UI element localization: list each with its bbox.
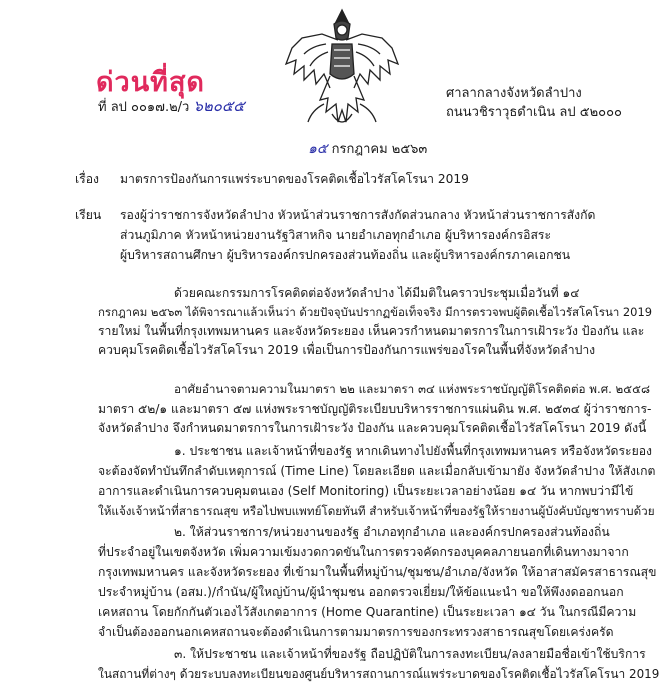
paragraph-line: จังหวัดลำปาง จึงกำหนดมาตรการในการเฝ้าระวัง ป้องกัน และควบคุมโรคติดเชื้อไวรัสโคโรนา 2019 ดังนี้ <box>98 421 647 435</box>
reference-handwritten-number: ๖๒๐๕๕ <box>193 97 245 115</box>
recipient-line <box>75 207 595 223</box>
paragraph-line: ควบคุมโรคติดเชื้อไวรัสโคโรนา 2019 เพื่อเป็นการป้องกันการแพร่ของโรคในพื้นที่จังหวัดลำปาง <box>98 343 596 357</box>
recipient-line: ผู้บริหารสถานศึกษา ผู้บริหารองค์กรปกครองส่วนท้องถิ่น และผู้บริหารองค์กรภาคเอกชน <box>120 248 571 262</box>
subject-label: เรื่อง <box>75 172 99 186</box>
item-line: จำเป็นต้องออกนอกเคหสถานจะต้องดำเนินการตามมาตรการของกระทรวงสาธารณสุขโดยเคร่งครัด <box>98 625 614 639</box>
office-address <box>446 84 622 122</box>
paragraph-line: รายใหม่ ในพื้นที่กรุงเทพมหานคร และจังหวัดระยอง เห็นควรกำหนดมาตรการในการเฝ้าระวัง ป้องกัน และ <box>98 324 645 338</box>
recipient-label: เรียน <box>75 208 102 222</box>
paragraph-line: มาตรา ๕๒/๑ และมาตรา ๕๗ แห่งพระราชบัญญัติระเบียบบริหารราชการแผ่นดิน พ.ศ. ๒๕๓๔ ผู้ว่าราชการ- <box>98 402 652 416</box>
paragraph-line: อาศัยอำนาจตามความในมาตรา ๒๒ และมาตรา ๓๔ แห่งพระราชบัญญัติโรคติดต่อ พ.ศ. ๒๕๕๘ <box>174 382 650 396</box>
subject-line <box>75 171 469 187</box>
item-line: ๒. ให้ส่วนราชการ/หน่วยงานของรัฐ อำเภอทุกอำเภอ และองค์กรปกครองส่วนท้องถิ่น <box>174 525 610 539</box>
office-street: ถนนวชิราวุธดำเนิน ลป ๕๒๐๐๐ <box>446 105 622 120</box>
reference-number <box>98 94 245 118</box>
reference-prefix: ที่ ลป ๐๐๑๗.๒/ว <box>98 100 190 115</box>
item-line: ๑. ประชาชน และเจ้าหน้าที่ของรัฐ หากเดินทางไปยังพื้นที่กรุงเทพมหานคร หรือจังหวัดระยอง <box>174 444 652 458</box>
recipient-line: ส่วนภูมิภาค หัวหน้าหน่วยงานรัฐวิสาหกิจ นายอำเภอทุกอำเภอ ผู้บริหารองค์กรอิสระ <box>120 228 551 242</box>
item-line: เคหสถาน โดยกักกันตัวเองไว้สังเกตอาการ (Home Quarantine) เป็นระยะเวลา ๑๔ วัน ในกรณีมีความ <box>98 605 637 619</box>
item-line: อาการและดำเนินการควบคุมตนเอง (Self Monitoring) เป็นระยะเวลาอย่างน้อย ๑๔ วัน หากพบว่ามีไข้ <box>98 484 634 498</box>
office-name: ศาลากลางจังหวัดลำปาง <box>446 86 582 101</box>
date-day: ๑๕ <box>308 141 328 157</box>
item-line: ในสถานที่ต่างๆ ด้วยระบบลงทะเบียนของศูนย์บริหารสถานการณ์แพร่ระบาดของโรคติดเชื้อไวรัสโคโรนา 2019 <box>98 667 660 681</box>
item-line: กรุงเทพมหานคร และจังหวัดระยอง ที่เข้ามาในพื้นที่หมู่บ้าน/ชุมชน/อำเภอ/จังหวัด ให้อาสาสมัครสาธารณสุข <box>98 565 657 579</box>
item-line: ๓. ให้ประชาชน และเจ้าหน้าที่ของรัฐ ถือปฏิบัติในการลงทะเบียน/ลงลายมือชื่อเข้าใช้บริการ <box>174 647 646 661</box>
item-line: ประจำหมู่บ้าน (อสม.)/กำนัน/ผู้ใหญ่บ้าน/ผู้นำชุมชน ออกตรวจเยี่ยม/ให้ข้อแนะนำ ขอให้พึงงดออกนอก <box>98 585 624 599</box>
paragraph-line: กรกฎาคม ๒๕๖๓ ได้พิจารณาแล้วเห็นว่า ด้วยปัจจุบันปรากฏข้อเท็จจริง มีการตรวจพบผู้ติดเชื้อไวรัสโคโรนา 2019 <box>98 305 653 319</box>
item-line: ที่ประจำอยู่ในเขตจังหวัด เพิ่มความเข้มงวดกวดขันในการตรวจคัดกรองบุคคลภายนอกที่เดินทางมาจาก <box>98 545 629 559</box>
subject-text: มาตรการป้องกันการแพร่ระบาดของโรคติดเชื้อไวรัสโคโรนา 2019 <box>120 172 469 186</box>
garuda-emblem-icon <box>282 4 402 132</box>
item-line: จะต้องจัดทำบันทึกลำดับเหตุการณ์ (Time Line) โดยละเอียด และเมื่อกลับเข้ามายัง จังหวัดลำปาง ให้สังเกต <box>98 464 656 478</box>
document-date <box>308 138 427 160</box>
item-line: ให้แจ้งเจ้าหน้าที่สาธารณสุข หรือไปพบแพทย์โดยทันที สำหรับเจ้าหน้าที่ของรัฐให้รายงานผู้บังคับบัญชาทราบด้วย <box>98 504 655 518</box>
date-month-year: กรกฎาคม ๒๕๖๓ <box>331 142 428 157</box>
recipient-text: รองผู้ว่าราชการจังหวัดลำปาง หัวหน้าส่วนราชการสังกัดส่วนกลาง หัวหน้าส่วนราชการสังกัด <box>120 208 596 222</box>
paragraph-line: ด้วยคณะกรรมการโรคติดต่อจังหวัดลำปาง ได้มีมติในคราวประชุมเมื่อวันที่ ๑๔ <box>174 286 580 300</box>
urgency-stamp: ด่วนที่สุด <box>96 67 205 98</box>
